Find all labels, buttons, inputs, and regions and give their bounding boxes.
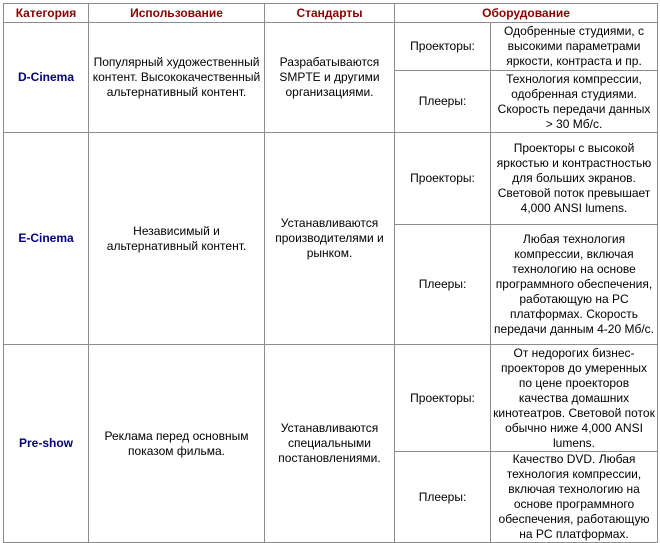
category-cell: D-Cinema xyxy=(4,23,89,133)
standards-cell: Устанавливаются специальными постановлениями. xyxy=(265,345,395,543)
header-usage: Использование xyxy=(89,4,265,23)
equipment-label-cell: Плееры: xyxy=(395,225,491,345)
equipment-detail-cell: Качество DVD. Любая технология компрессии, включая технологию на основе программного обеспечения, работающую на PC платформах. xyxy=(491,452,658,543)
header-row xyxy=(4,4,658,23)
table-row xyxy=(4,345,658,452)
usage-cell: Популярный художественный контент. Высококачественный альтернативный контент. xyxy=(89,23,265,133)
equipment-detail-cell: Проекторы с высокой яркостью и контрастностью для больших экранов. Световой поток превышает 4,000 ANSI lumens. xyxy=(491,133,658,225)
table-row xyxy=(4,23,658,71)
cinema-categories-table xyxy=(3,3,658,543)
equipment-detail-cell: Любая технология компрессии, включая технологию на основе программного обеспечения, работающую на PC платформах. Скорость передачи данным 4-20 Мб/с. xyxy=(491,225,658,345)
equipment-detail-cell: От недорогих бизнес-проекторов до умеренных по цене проекторов качества домашних кинотеатров. Световой поток обычно ниже 4,000 ANSI lumens. xyxy=(491,345,658,452)
equipment-label-cell: Плееры: xyxy=(395,71,491,133)
standards-cell: Разрабатываются SMPTE и другими организациями. xyxy=(265,23,395,133)
table-row xyxy=(4,133,658,225)
header-equipment: Оборудование xyxy=(395,4,658,23)
equipment-label-cell: Плееры: xyxy=(395,452,491,543)
header-category: Категория xyxy=(4,4,89,23)
equipment-label-cell: Проекторы: xyxy=(395,345,491,452)
usage-cell: Реклама перед основным показом фильма. xyxy=(89,345,265,543)
equipment-label-cell: Проекторы: xyxy=(395,23,491,71)
equipment-label-cell: Проекторы: xyxy=(395,133,491,225)
equipment-detail-cell: Технология компрессии, одобренная студиями. Скорость передачи данных > 30 Мб/с. xyxy=(491,71,658,133)
category-cell: Pre-show xyxy=(4,345,89,543)
equipment-detail-cell: Одобренные студиями, с высокими параметрами яркости, контраста и пр. xyxy=(491,23,658,71)
header-standards: Стандарты xyxy=(265,4,395,23)
category-cell: E-Cinema xyxy=(4,133,89,345)
usage-cell: Независимый и альтернативный контент. xyxy=(89,133,265,345)
standards-cell: Устанавливаются производителями и рынком. xyxy=(265,133,395,345)
